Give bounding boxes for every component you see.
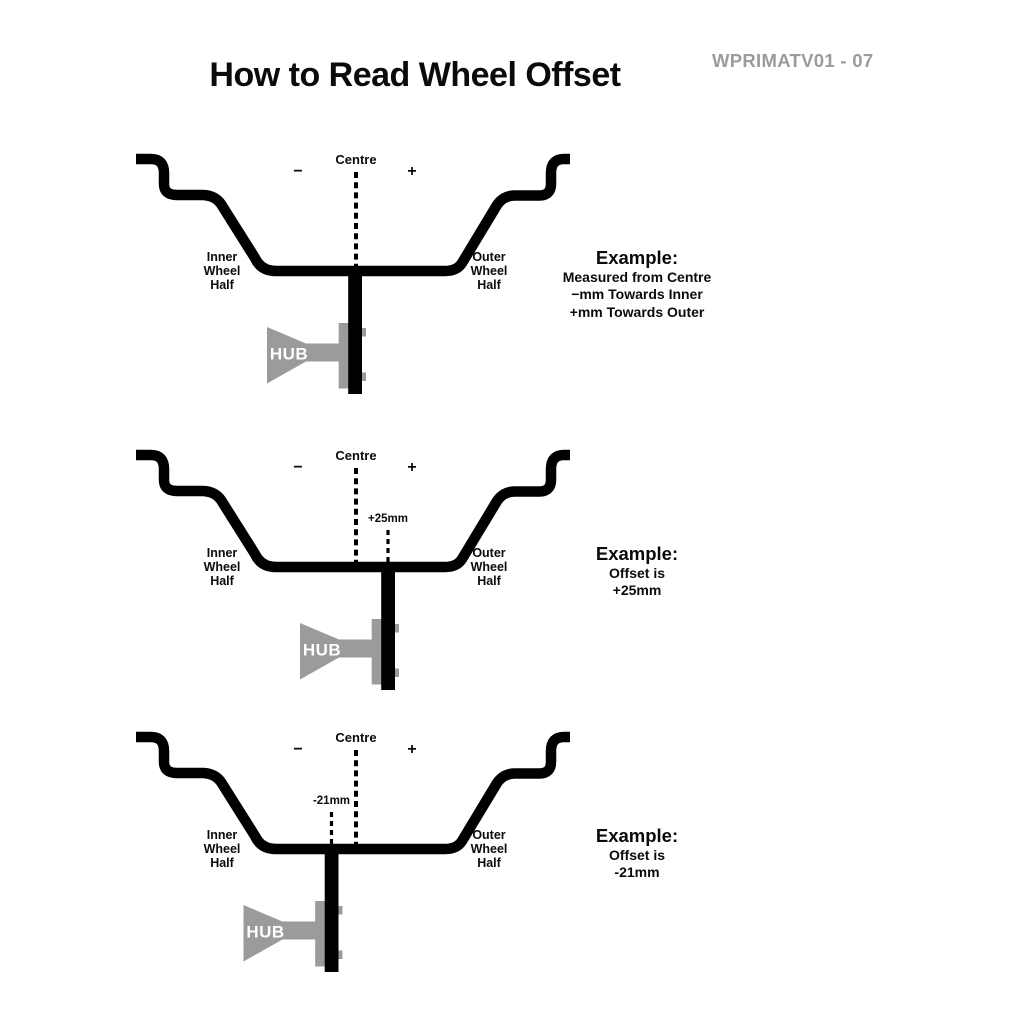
label-line: Half [210, 574, 234, 588]
example-line: +mm Towards Outer [569, 303, 705, 320]
wheel-spoke-bar [325, 844, 339, 972]
label-line: Outer [472, 546, 506, 560]
plus-direction-symbol: + [407, 741, 417, 758]
example-line: -21mm [614, 864, 660, 881]
wheel-spoke-bar [348, 266, 362, 394]
diagram-negative-offset [0, 708, 1024, 990]
label-line: Wheel [203, 264, 241, 278]
centre-label: Centre [335, 152, 377, 167]
centre-label: Centre [335, 730, 377, 745]
label-line: Wheel [203, 842, 241, 856]
example-line: −mm Towards Inner [571, 286, 703, 303]
label-line: Outer [472, 250, 506, 264]
label-line: Inner [206, 828, 238, 842]
example-heading: Example: [595, 247, 679, 268]
diagram-zero-offset [0, 130, 1024, 412]
hub-mount-plate [339, 323, 350, 389]
label-line: Wheel [203, 560, 241, 574]
hub-label: HUB [302, 640, 342, 660]
example-line: Measured from Centre [562, 269, 712, 285]
example-line: +25mm [612, 582, 662, 599]
hub-and-spoke-group [300, 530, 399, 690]
label-line: Half [477, 278, 501, 292]
diagram-positive-offset [0, 426, 1024, 708]
outer-wheel-half-label [444, 250, 534, 292]
plus-direction-symbol: + [407, 459, 417, 476]
offset-value-label: +25mm [368, 513, 408, 525]
document-code: WPRIMATV01 - 07 [712, 50, 874, 71]
outer-wheel-half-label [444, 546, 534, 588]
hub-label: HUB [269, 344, 309, 364]
inner-wheel-half-label [177, 828, 267, 870]
inner-wheel-half-label [177, 546, 267, 588]
page-title: How to Read Wheel Offset [209, 56, 621, 94]
minus-direction-symbol: − [293, 163, 303, 180]
label-line: Wheel [470, 264, 508, 278]
example-text-block [522, 826, 752, 882]
example-line: Offset is [608, 565, 665, 581]
hub-and-spoke-group [267, 266, 366, 394]
example-line: Offset is [608, 847, 665, 863]
label-line: Outer [472, 828, 506, 842]
minus-direction-symbol: − [293, 741, 303, 758]
label-line: Half [477, 574, 501, 588]
hub-mount-plate [315, 901, 326, 967]
plus-direction-symbol: + [407, 163, 417, 180]
label-line: Wheel [470, 842, 508, 856]
label-line: Inner [206, 250, 238, 264]
label-line: Inner [206, 546, 238, 560]
outer-wheel-half-label [444, 828, 534, 870]
hub-mount-plate [372, 619, 383, 685]
label-line: Half [210, 856, 234, 870]
label-line: Half [210, 278, 234, 292]
centre-label: Centre [335, 448, 377, 463]
example-text-block [522, 248, 752, 321]
wheel-spoke-bar [381, 562, 395, 690]
example-heading: Example: [595, 825, 679, 846]
hub-label: HUB [246, 922, 285, 942]
minus-direction-symbol: − [293, 459, 303, 476]
inner-wheel-half-label [177, 250, 267, 292]
label-line: Half [477, 856, 501, 870]
example-text-block [522, 544, 752, 600]
offset-value-label: -21mm [312, 795, 351, 807]
example-heading: Example: [595, 543, 679, 564]
label-line: Wheel [470, 560, 508, 574]
